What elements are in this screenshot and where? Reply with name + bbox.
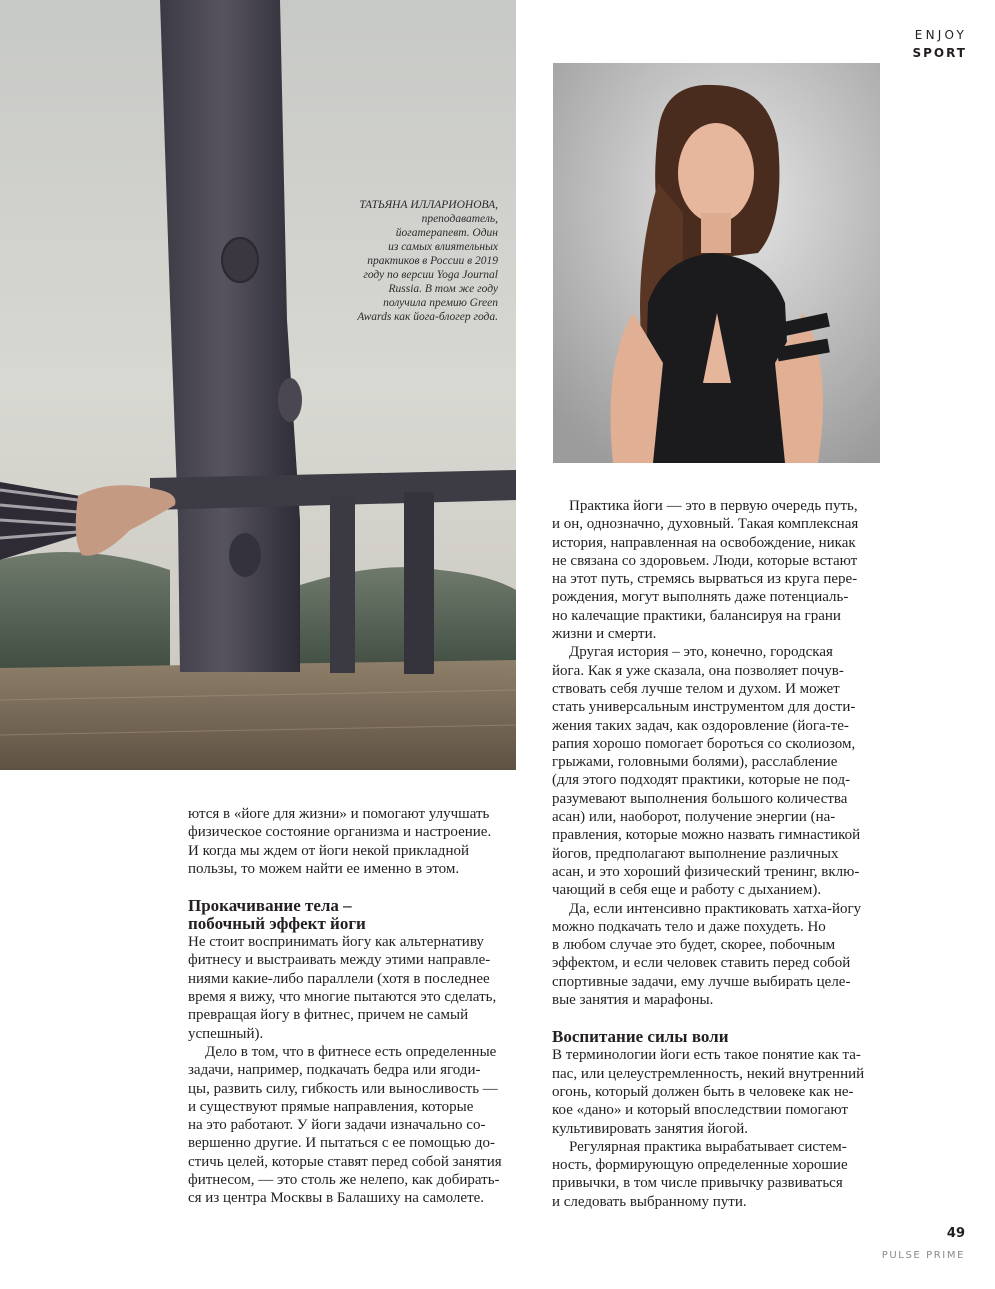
- text-line: можно подкачать тело и даже похудеть. Но: [552, 918, 826, 935]
- text-line: огонь, который должен быть в человеке как не-: [552, 1083, 854, 1100]
- text-line: и существуют прямые направления, которые: [188, 1098, 474, 1115]
- text-line: ся из центра Москвы в Балашиху на самолете.: [188, 1190, 485, 1207]
- text-line: задачи, например, подкачать бедра или ягоди-: [188, 1062, 481, 1079]
- text-line: пас, или целеустремленность, некий внутренний: [552, 1065, 865, 1082]
- caption-line: году по версии Yoga Journal: [363, 269, 498, 281]
- caption-line: йогатерапевт. Один: [395, 227, 498, 239]
- text-line: не связана со здоровьем. Люди, которые встают: [552, 552, 858, 569]
- text-line: Регулярная практика вырабатывает систем-: [569, 1138, 847, 1155]
- text-line: разумевают выполнения большого количества: [552, 790, 848, 807]
- subsection-label: SPORT: [912, 46, 967, 60]
- text-line: цы, развить силу, гибкость или выносливость —: [188, 1080, 498, 1097]
- text-line: история, направленная на освобождение, никак: [552, 534, 856, 551]
- text-line: стичь целей, которые ставят перед собой занятия: [188, 1153, 502, 1170]
- text-line: и следовать выбранному пути.: [552, 1193, 747, 1210]
- text-line: И когда мы ждем от йоги некой прикладной: [188, 842, 469, 859]
- text-line: на этот путь, стремясь вырваться из круга пере-: [552, 571, 858, 588]
- text-line: привычки, в том числе привычку развиваться: [552, 1175, 843, 1192]
- paragraph: [552, 1046, 882, 1137]
- portrait-photo: [553, 63, 880, 463]
- text-line: йога. Как я уже сказала, она позволяет почув-: [552, 662, 844, 679]
- text-line: фитнесом, — это столь же нелепо, как добирать-: [188, 1172, 500, 1189]
- text-line: правления, которые можно назвать гимнастикой: [552, 827, 861, 844]
- section-heading: Воспитание силы воли: [552, 1027, 729, 1047]
- hero-photo: [0, 0, 516, 770]
- text-line: жения таких задач, как оздоровление (йога-те-: [552, 717, 849, 734]
- text-line: Дело в том, что в фитнесе есть определенные: [205, 1043, 497, 1060]
- text-line: ствовать себя лучше телом и духом. И может: [552, 680, 840, 697]
- text-line: Да, если интенсивно практиковать хатха-йогу: [569, 900, 862, 917]
- text-line: ниями какие-либо параллели (хотя в последнее: [188, 970, 490, 987]
- text-line: время я вижу, что многие пытаются это сделать,: [188, 989, 497, 1006]
- text-line: Не стоит воспринимать йогу как альтернативу: [188, 934, 484, 951]
- text-line: Другая история – это, конечно, городская: [569, 644, 833, 661]
- paragraph: [188, 933, 518, 1043]
- text-line: кое «дано» и который впоследствии помогают: [552, 1102, 848, 1119]
- text-line: успешный).: [188, 1025, 264, 1042]
- text-line: В терминологии йоги есть такое понятие как та-: [552, 1047, 861, 1064]
- caption-line: получила премию Green: [383, 297, 498, 309]
- text-line: превращая йогу в фитнес, причем не самый: [188, 1007, 469, 1024]
- page-number: 49: [946, 1226, 965, 1241]
- section-label: ENJOY: [914, 28, 967, 42]
- text-line: пользы, то можем найти ее именно в этом.: [188, 860, 460, 877]
- text-line: стать универсальным инструментом для дости-: [552, 699, 856, 716]
- paragraph: [188, 1043, 518, 1208]
- text-line: эффектом, и если человек ставить перед собой: [552, 955, 851, 972]
- text-line: на это работают. У йоги задачи изначально со-: [188, 1117, 486, 1134]
- caption-line: Russia. В том же году: [388, 283, 498, 295]
- text-line: рождения, могут выполнять даже потенциаль-: [552, 589, 849, 606]
- text-line: но калечащие практики, балансируя на грани: [552, 607, 841, 624]
- text-line: чающий в себя еще и работу с дыханием).: [552, 882, 822, 899]
- paragraph: [188, 805, 518, 878]
- text-line: фитнесу и выстраивать между этими направле-: [188, 952, 491, 969]
- caption-line: Awards как йога-блогер года.: [357, 311, 498, 323]
- text-line: рапия хорошо помогает бороться со сколиозом,: [552, 735, 856, 752]
- heading-line: побочный эффект йоги: [188, 914, 366, 934]
- left-article-column: [188, 805, 518, 1208]
- caption-line: из самых влиятельных: [388, 241, 498, 253]
- text-line: ность, формирующую определенные хорошие: [552, 1157, 848, 1174]
- text-line: асан, и это хороший физический тренинг, вклю-: [552, 863, 860, 880]
- paragraph: [552, 1138, 882, 1211]
- text-line: (для этого подходят практики, которые не под-: [552, 772, 851, 789]
- caption-line: ТАТЬЯНА ИЛЛАРИОНОВА,: [359, 199, 498, 211]
- section-heading: [188, 897, 518, 933]
- paragraph: [552, 497, 882, 643]
- photo-caption: [318, 198, 498, 324]
- caption-line: практиков в России в 2019: [367, 255, 498, 267]
- text-line: физическое состояние организма и настроение.: [188, 824, 492, 841]
- text-line: в любом случае это будет, скорее, побочным: [552, 937, 836, 954]
- text-line: жизни и смерти.: [552, 626, 657, 643]
- text-line: и он, однозначно, духовный. Такая комплексная: [552, 516, 859, 533]
- text-line: ются в «йоге для жизни» и помогают улучшать: [188, 806, 490, 822]
- text-line: Практика йоги — это в первую очередь путь,: [569, 498, 858, 514]
- text-line: йогов, предполагают выполнение различных: [552, 845, 839, 862]
- text-line: асан) или, наоборот, получение энергии (на-: [552, 809, 836, 826]
- caption-line: преподаватель,: [421, 213, 498, 225]
- text-line: вые занятия и марафоны.: [552, 992, 714, 1009]
- paragraph: [552, 900, 882, 1010]
- text-line: вершенно другие. И пытаться с ее помощью до-: [188, 1135, 496, 1152]
- text-line: спортивные задачи, ему лучше выбирать целе-: [552, 973, 851, 990]
- text-line: культивировать занятия йогой.: [552, 1120, 748, 1137]
- magazine-name: PULSE PRIME: [881, 1250, 965, 1261]
- heading-line: Прокачивание тела –: [188, 896, 352, 916]
- right-article-column: [552, 497, 882, 1211]
- paragraph: [552, 643, 882, 899]
- text-line: грыжами, головными болями), расслабление: [552, 754, 838, 771]
